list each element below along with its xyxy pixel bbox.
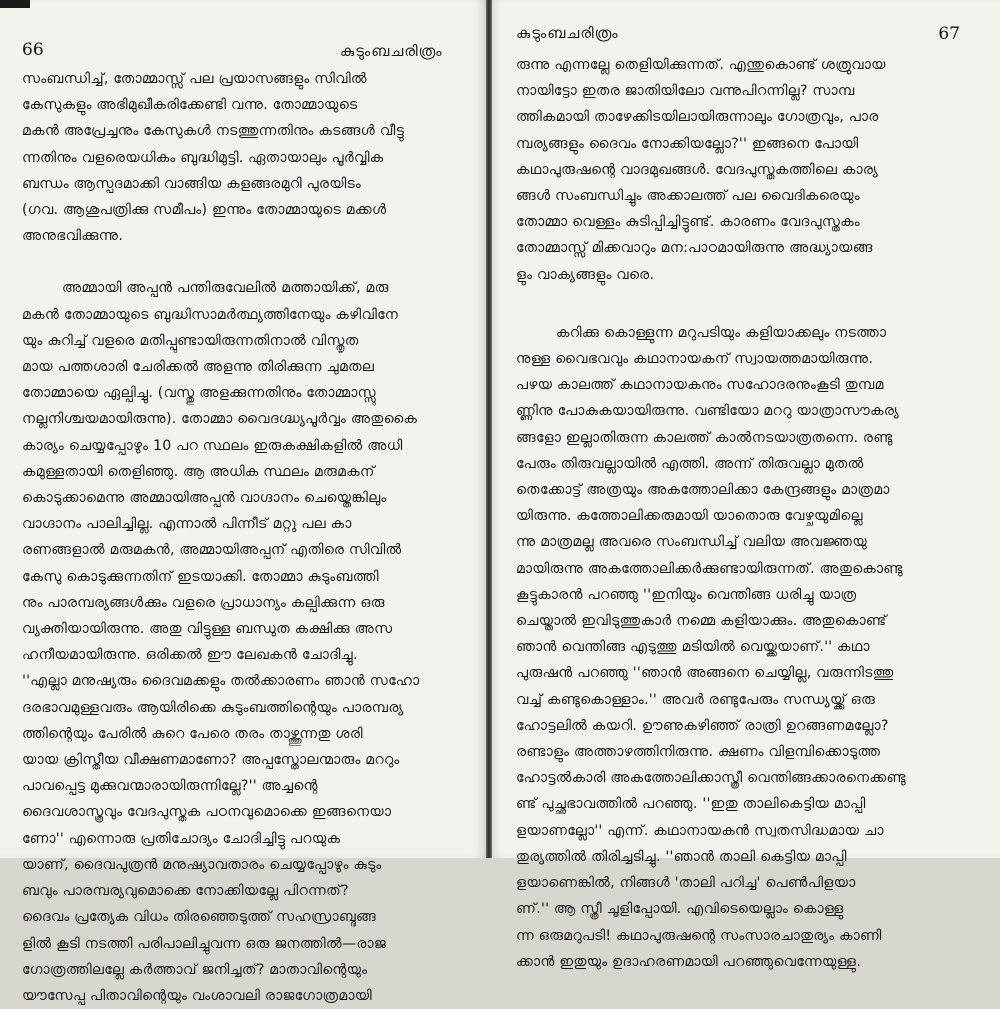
line-text: സംബന്ധിച്ച്, തോമ്മാസ്സ് പല പ്രയാസങ്ങളും സിവിൽ [22,71,367,87]
line-text: ളയാണെങ്കിൽ, നിങ്ങൾ 'താലി പറിച്ച' പെൺപിളയാ [516,875,856,892]
text-line [22,537,474,563]
line-text: ക്കാൻ ഇതുയും ഉദാഹരണമായി പറഞ്ഞുവെന്നേയുള്ളു. [516,953,862,970]
text-line [516,346,984,372]
line-text: വ്യക്തിയായിരുന്നു. അതു വിട്ടുള്ള ബന്ധുത കക്ഷിക്കു അസ [22,621,393,638]
line-text: നും പാരമ്പര്യങ്ങൾക്കും വളരെ പ്രാധാന്യം കല്പിക്കുന്ന ഒരു [22,594,385,611]
line-text: പഴയ കാലത്ത് കഥാനായകനും സഹോദരനുംകൂടി തുമ്പമ [516,377,884,394]
line-text: പുരുഷൻ പറഞ്ഞു ''ഞാൻ അങ്ങനെ ചെയ്യില്ല, വരുന്നിടത്തു [516,665,894,682]
line-text: ളിൽ കൂടി നടത്തി പരിപാലിച്ചുവന്ന ഒരു ജനത്തിൽ—രാജ [22,935,387,952]
line-text: ദൈവം പ്രത്യേക വിധം തിരഞ്ഞെടുത്ത് സഹസ്രാബ്ദങ്ങ [22,909,377,926]
line-text: യും കുറിച്ച് വളരെ മതിപ്പുണ്ടായിരുന്നതിനാൽ വിസ്തൃത [22,332,359,349]
text-line [22,799,474,825]
line-text: രുന്നു എന്നല്ലേ തെളിയിക്കുന്നത്. എന്തുകൊണ്ട് ശത്രുവായ [516,57,886,73]
text-line [516,529,984,555]
right-page-header [516,22,984,52]
line-text: രണങ്ങളാൽ മരുമകൻ, അമ്മായിഅപ്പന് എതിരെ സിവിൽ [22,542,402,559]
text-line [516,425,984,451]
text-line [22,275,474,301]
text-line [516,739,984,765]
right-page [488,0,1000,970]
line-text: വച്ച് കണ്ടുകൊള്ളാം.'' അവർ രണ്ടുപേരും സന്ധ്യയ്ക്ക് ഒരു [516,691,876,708]
text-line [516,235,984,261]
text-line [516,477,984,503]
text-line [516,660,984,686]
line-text: ളയാണല്ലോ'' എന്ന്. കഥാനായകൻ സ്വതസിദ്ധമായ ചാ [516,822,884,839]
line-text: മായിരുന്നു അകത്തോലിക്കർക്കുണ്ടായിരുന്നത്. അതുകൊണ്ടു [516,560,903,577]
text-line [516,791,984,817]
text-line [22,773,474,799]
line-text: കമുള്ളതായി തെളിഞ്ഞു. ആ അധിക സ്ഥലം മരുമകന് [22,463,375,480]
line-text: ഹനീയമായിരുന്നു. ഒരിക്കൽ ഈ ലേഖകൻ ചോദിച്ചു. [22,647,358,664]
line-text: യിരുന്നു. കത്തോലിക്കരുമായി യാതൊരു വേഴ്ചയുമില്ലെ [516,508,863,525]
text-line [22,747,474,773]
text-line [22,642,474,668]
line-text: ചെയ്താൽ ഇവിടുത്തുകാർ നമ്മെ കളിയാക്കും. അതുകൊണ്ട് [516,613,887,630]
left-page [0,0,488,1004]
line-text: ങ്ങൾ സംബന്ധിച്ചും അക്കാലത്ത് പല വൈദികരെയും [516,188,860,205]
line-text: ന്നു മാത്രമല്ല അവരെ സംബന്ധിച്ച് വലിയ അവജ്ഞയു [516,534,868,551]
text-line [516,556,984,582]
text-line [516,582,984,608]
text-line [516,896,984,922]
text-line [516,687,984,713]
page-number: 67 [938,24,960,44]
line-text: യായ ക്രിസ്തീയ വീക്ഷണമാണോ? അപ്പസ്തോലന്മാരും മററും [22,752,400,769]
text-line [22,983,474,1009]
right-page-body [516,52,984,975]
line-text: തോമ്മാസ്സ് മിക്കവാറും മന:പാഠമായിരുന്നു അദ്ധ്യായങ്ങ [516,240,873,257]
line-text: രണ്ടാളും അത്താഴത്തിനിരുന്നു. ക്ഷണം വിളമ്പിക്കൊടുത്ത [516,744,881,761]
text-line [516,372,984,398]
left-page-header [22,36,474,66]
corner-mark [0,0,30,8]
line-text: ദരഭാവമുള്ളവരും ആയിരിക്കെ കുടുംബത്തിന്റെയും പാരമ്പര്യ [22,699,404,716]
text-line [22,433,474,459]
line-text: ന്ന ഒരുമറുപടി! കഥാപുരുഷന്റെ സംസാരചാതുര്യം കാണി [516,927,882,944]
line-text: വാഗ്ദാനം പാലിച്ചില്ല. എന്നാൽ പിന്നീട് മറ്റു പല കാ [22,516,352,533]
text-line [22,459,474,485]
text-line [22,223,474,249]
text-line [22,826,474,852]
text-line [516,209,984,235]
text-line [22,721,474,747]
line-text: നല്ലനിശ്ചയമായിരുന്നു). തോമ്മാ വൈദഗ്ദ്ധ്യപൂർവ്വം അതുകൈ [22,411,418,428]
line-text: കൂട്ടുകാരൻ പറഞ്ഞു ''ഇനിയും വെന്തിങ്ങ ധരിച്ചു യാത്ര [516,586,857,603]
line-text: ണോ'' എന്നൊരു പ്രതിചോദ്യം ചോദിച്ചിട്ടു പറയുക [22,830,341,847]
text-line [516,949,984,975]
text-line [22,302,474,328]
line-text: തെക്കോട്ട് അത്രയും അകത്തോലിക്കാ കേന്ദ്രങ്ങളും മാത്രമാ [516,482,890,499]
line-text: കറിക്കു കൊള്ളുന്ന മറുപടിയും കളിയാക്കലും നടത്താ [556,324,887,341]
text-line [516,262,984,288]
line-text: ഗോത്രത്തിലല്ലേ കർത്താവ് ജനിച്ചത്? മാതാവിന്റെയും [22,961,368,978]
line-text: ''എല്ലാ മനുഷ്യരും ദൈവമക്കളും തൽക്കാരണം ഞാൻ സഹോ [22,673,420,690]
text-line [516,503,984,529]
text-line [22,852,474,878]
text-line [516,923,984,949]
line-text: അനുഭവിക്കുന്നു. [22,228,124,245]
line-text: മകൻ തോമ്മായുടെ ബുദ്ധിസാമർത്ഥ്യത്തിനേയും കഴിവിനേ [22,306,399,323]
text-line [22,145,474,171]
text-line [516,131,984,157]
line-text: ദൈവശാസ്ത്രവും വേദപുസ്തക പഠനവുമൊക്കെ ഇങ്ങനെയാ [22,804,392,821]
text-line [22,564,474,590]
text-line [22,616,474,642]
line-text: തുര്യത്തിൽ തിരിച്ചടിച്ചു. ''ഞാൻ താലി കെട്ടിയ മാപ്പി [516,848,847,865]
text-line [516,320,984,346]
text-line [22,931,474,957]
line-text: തോമ്മാ വെള്ളം കുടിപ്പിച്ചിട്ടുണ്ട്. കാരണം വേദപുസ്തകം [516,214,860,231]
paragraph [22,275,474,1009]
text-line [516,451,984,477]
text-line [22,957,474,983]
line-text: യൗസേപ്പ പിതാവിന്റെയും വംശാവലി രാജഗോത്രമായി [22,987,372,1004]
text-line [516,78,984,104]
line-text: ണ്ണിനു പോകുകയായിരുന്നു. വണ്ടിയോ മററു യാത്രാസൗകര്യ [516,403,899,420]
text-line [516,183,984,209]
line-text: യാണ്, ദൈവപുത്രൻ മനുഷ്യാവതാരം ചെയ്യപ്പോഴും കുടും [22,856,382,873]
line-text: ണ്ട് പുച്ഛഭാവത്തിൽ പറഞ്ഞു. ''ഇതു താലികെട്ടിയ മാപ്പി [516,796,866,813]
text-line [516,52,984,78]
line-text: ണ്.'' ആ സ്ത്രീ ചൂളിപ്പോയി. എവിടെയെല്ലാം കൊള്ളു [516,901,844,918]
text-line [516,634,984,660]
text-line [22,66,474,92]
paragraph [516,52,984,288]
line-text: നായിട്ടോ ഇതര ജാതിയിലോ വന്നുപിറന്നില്ല? സാമ്പ [516,83,855,100]
line-text: ത്തിന്റെയും പേരിൽ കുറെ പേരെ തരം താഴ്ത്തുന്നതു ശരി [22,725,363,742]
text-line [516,713,984,739]
line-text: ളും വാക്യങ്ങളും വരെ. [516,266,655,283]
line-text: പേരും തിരുവല്ലായിൽ എത്തി. അന്ന് തിരുവല്ലാ മുതൽ [516,455,864,472]
text-line [516,157,984,183]
line-text: തോമ്മായെ ഏല്പിച്ചു. (വസ്തു അളക്കുന്നതിനും തോമ്മാസ്സു [22,385,377,402]
paragraph [22,66,474,249]
running-title: കുടുംബചരിത്രം [340,42,443,60]
text-line [22,92,474,118]
line-text: ബവും പാരമ്പര്യവുമൊക്കെ നോക്കിയല്ലേ പിറന്നത്? [22,883,349,900]
text-line [516,608,984,634]
text-line [516,765,984,791]
line-text: ബന്ധം ആസ്പദമാക്കി വാങ്ങിയ കളങ്ങരമുറി പുരയിടം [22,175,361,192]
text-line [22,878,474,904]
text-line [22,328,474,354]
text-line [516,818,984,844]
text-line [22,511,474,537]
text-line [516,844,984,870]
page-number: 66 [22,40,44,60]
text-line [22,406,474,432]
text-line [22,590,474,616]
book-gutter [486,0,492,858]
line-text: ങ്ങളോ ഇല്ലാതിരുന്ന കാലത്ത് കാൽനടയാത്രതന്നെ. രണ്ടു [516,429,893,446]
line-text: ത്തികമായി താഴേക്കിടയിലായിരുന്നാലും ഗോത്രവും, പാര [516,109,879,126]
paragraph [516,320,984,975]
line-text: മായ പത്തശാരി ചേരിക്കൽ അളന്നു തിരിക്കുന്ന ചുമതല [22,359,375,376]
line-text: അമ്മായി അപ്പൻ പന്തിരുവേലിൽ മത്തായിക്ക്, മരു [62,280,389,297]
line-text: മ്പര്യങ്ങളും ദൈവം നോക്കിയല്ലോ?'' ഇങ്ങനെ പോയി [516,135,859,152]
text-line [22,118,474,144]
line-text: ഹോട്ടൽകാരി അകത്തോലിക്കാസ്ത്രീ വെന്തിങ്ങക്കാരനെക്കണ്ടു [516,770,906,787]
line-text: കഥാപുരുഷന്റെ വാദമുഖങ്ങൾ. വേദപുസ്തകത്തിലെ കാര്യ [516,161,878,178]
line-text: ഞാൻ വെന്തിങ്ങ എടുത്തു മടിയിൽ വെയ്ക്കയാണ്.'' കഥാ [516,639,870,656]
left-page-body [22,66,474,1009]
line-text: മകൻ അപ്രേച്ചനും കേസുകൾ നടത്തുന്നതിനും കടങ്ങൾ വീട്ടു [22,123,405,140]
line-text: ഹോട്ടലിൽ കയറി. ഊണുകഴിഞ്ഞ് രാത്രി ഉറങ്ങണമല്ലോ? [516,717,889,734]
line-text: ന്നതിനും വളരെയധികം ബുദ്ധിമുട്ടി. ഏതായാലും പൂർവ്വിക [22,149,384,166]
text-line [22,171,474,197]
line-text: കാര്യം ചെയ്യപ്പോഴും 10 പറ സ്ഥലം ഇരുകക്ഷികളിൽ അധി [22,437,403,454]
text-line [22,485,474,511]
text-line [22,904,474,930]
text-line [22,695,474,721]
text-line [516,870,984,896]
line-text: കൊടുക്കാമെന്നു അമ്മായിഅപ്പൻ വാഗ്ദാനം ചെയ്തെങ്കിലും [22,490,387,507]
text-line [516,398,984,424]
text-line [22,380,474,406]
line-text: (ഗവ. ആശുപത്രിക്കു സമീപം) ഇന്നും തോമ്മായുടെ മക്കൾ [22,202,387,219]
line-text: നുള്ള വൈഭവവും കഥാനായകന് സ്വായത്തമായിരുന്നു. [516,351,874,368]
running-title: കുടുംബചരിത്രം [516,24,619,42]
text-line [22,197,474,223]
line-text: കേസു കൊടുക്കുന്നതിന് ഇടയാക്കി. തോമ്മാ കുടുംബത്തി [22,568,379,585]
text-line [516,104,984,130]
line-text: പാവപ്പെട്ട മുക്കുവന്മാരായിരുന്നില്ലേ?'' അച്ചന്റെ [22,778,318,795]
line-text: കേസുകളും അഭിമുഖീകരിക്കേണ്ടി വന്നു. തോമ്മായുടെ [22,97,358,114]
text-line [22,668,474,694]
text-line [22,354,474,380]
